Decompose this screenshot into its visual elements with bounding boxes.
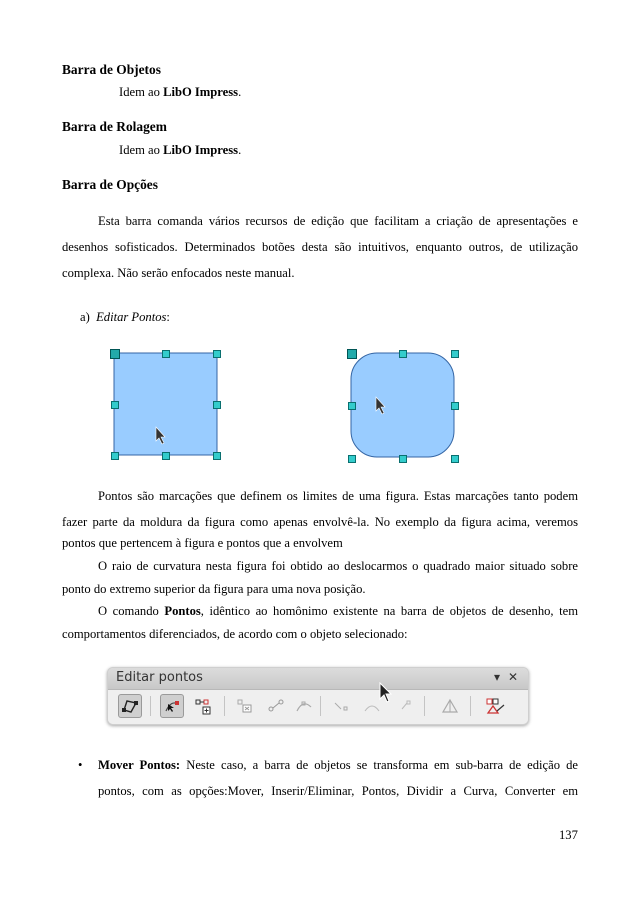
- handle-top-right-icon[interactable]: [213, 350, 221, 358]
- handle-bottom-left-icon[interactable]: [348, 455, 356, 463]
- editar-pontos-toolbar: [107, 667, 529, 725]
- move-points-icon[interactable]: [160, 694, 184, 718]
- toolbar-titlebar[interactable]: [108, 668, 528, 690]
- handle-middle-left-icon[interactable]: [111, 401, 119, 409]
- handle-top-right-icon[interactable]: [451, 350, 459, 358]
- heading-barra-de-opcoes: Barra de Opções: [62, 177, 158, 192]
- toolbar-title: Editar pontos: [116, 670, 203, 685]
- pontos-line-1: Pontos são marcações que definem os limites de uma figura. Estas marcações tanto podem: [98, 489, 578, 503]
- item-a-label: Editar Pontos: [96, 310, 167, 324]
- handle-bottom-center-icon[interactable]: [162, 452, 170, 460]
- separator: [424, 696, 425, 716]
- raio-line-2: ponto do extremo superior da figura para uma nova posição.: [62, 582, 366, 596]
- raio-line-1: O raio de curvatura nesta figura foi obtido ao deslocarmos o quadrado maior situado sobre: [98, 559, 578, 573]
- heading-barra-de-objetos: Barra de Objetos: [62, 62, 161, 77]
- delete-points-icon[interactable]: [234, 694, 258, 718]
- handle-top-left-icon[interactable]: [347, 349, 357, 359]
- intro-line-3: complexa. Não serão enfocados neste manual.: [62, 266, 295, 280]
- handle-bottom-right-icon[interactable]: [451, 455, 459, 463]
- close-icon[interactable]: ✕: [507, 670, 518, 684]
- bullet-line-2: pontos, com as opções:Mover, Inserir/Eliminar, Pontos, Dividir a Curva, Converter em: [98, 784, 578, 798]
- bullet-glyph: •: [78, 758, 83, 772]
- pontos-line-2: fazer parte da moldura da figura como apenas envolvê-la. No exemplo da figura acima, veremos: [62, 515, 578, 529]
- insert-points-icon[interactable]: [192, 694, 216, 718]
- separator: [224, 696, 225, 716]
- text-barra-de-objetos: Idem ao LibO Impress.: [119, 85, 242, 99]
- item-a: a) Editar Pontos:: [80, 310, 170, 324]
- intro-line-1: Esta barra comanda vários recursos de edição que facilitam a criação de apresentações e: [98, 214, 578, 228]
- separator: [470, 696, 471, 716]
- split-curve-icon[interactable]: [264, 694, 288, 718]
- figure-rounded-square: [345, 347, 461, 465]
- heading-barra-de-rolagem: Barra de Rolagem: [62, 119, 167, 134]
- handle-bottom-left-icon[interactable]: [111, 452, 119, 460]
- square-shape: [108, 347, 224, 463]
- item-a-marker: a): [80, 310, 90, 324]
- comando-line-1: O comando Pontos, idêntico ao homônimo existente na barra de objetos de desenho, tem: [98, 604, 578, 618]
- rounded-square-shape: [345, 347, 461, 465]
- separator: [320, 696, 321, 716]
- text-barra-de-rolagem: Idem ao LibO Impress.: [119, 143, 242, 157]
- mouse-cursor-icon: [378, 682, 394, 704]
- comando-line-2: comportamentos diferenciados, de acordo com o objeto selecionado:: [62, 627, 408, 641]
- handle-top-left-icon[interactable]: [110, 349, 120, 359]
- close-bezier-icon[interactable]: [438, 694, 462, 718]
- points-icon[interactable]: [118, 694, 142, 718]
- bullet-label: Mover Pontos:: [98, 758, 181, 772]
- eliminate-points-icon[interactable]: [484, 694, 508, 718]
- handle-middle-right-icon[interactable]: [451, 402, 459, 410]
- handle-bottom-right-icon[interactable]: [213, 452, 221, 460]
- handle-middle-right-icon[interactable]: [213, 401, 221, 409]
- toolbar-buttons: [108, 690, 528, 724]
- convert-to-curve-icon[interactable]: [292, 694, 316, 718]
- handle-bottom-center-icon[interactable]: [399, 455, 407, 463]
- figure-square: [108, 347, 224, 463]
- dropdown-icon[interactable]: ▾: [493, 670, 500, 684]
- handle-top-center-icon[interactable]: [162, 350, 170, 358]
- symmetric-transition-icon[interactable]: [392, 694, 416, 718]
- comando-bold: Pontos: [164, 604, 201, 618]
- bullet-line-1: Mover Pontos: Neste caso, a barra de objetos se transforma em sub-barra de edição de: [98, 758, 578, 772]
- corner-point-icon[interactable]: [330, 694, 354, 718]
- handle-top-center-icon[interactable]: [399, 350, 407, 358]
- intro-line-2: desenhos sofisticados. Determinados botões desta são intuitivos, enquanto outros, de utilização: [62, 240, 578, 254]
- handle-middle-left-icon[interactable]: [348, 402, 356, 410]
- pontos-line-3: pontos que pertencem à figura e pontos que a envolvem: [62, 536, 343, 550]
- page-number: 137: [559, 828, 578, 842]
- separator: [150, 696, 151, 716]
